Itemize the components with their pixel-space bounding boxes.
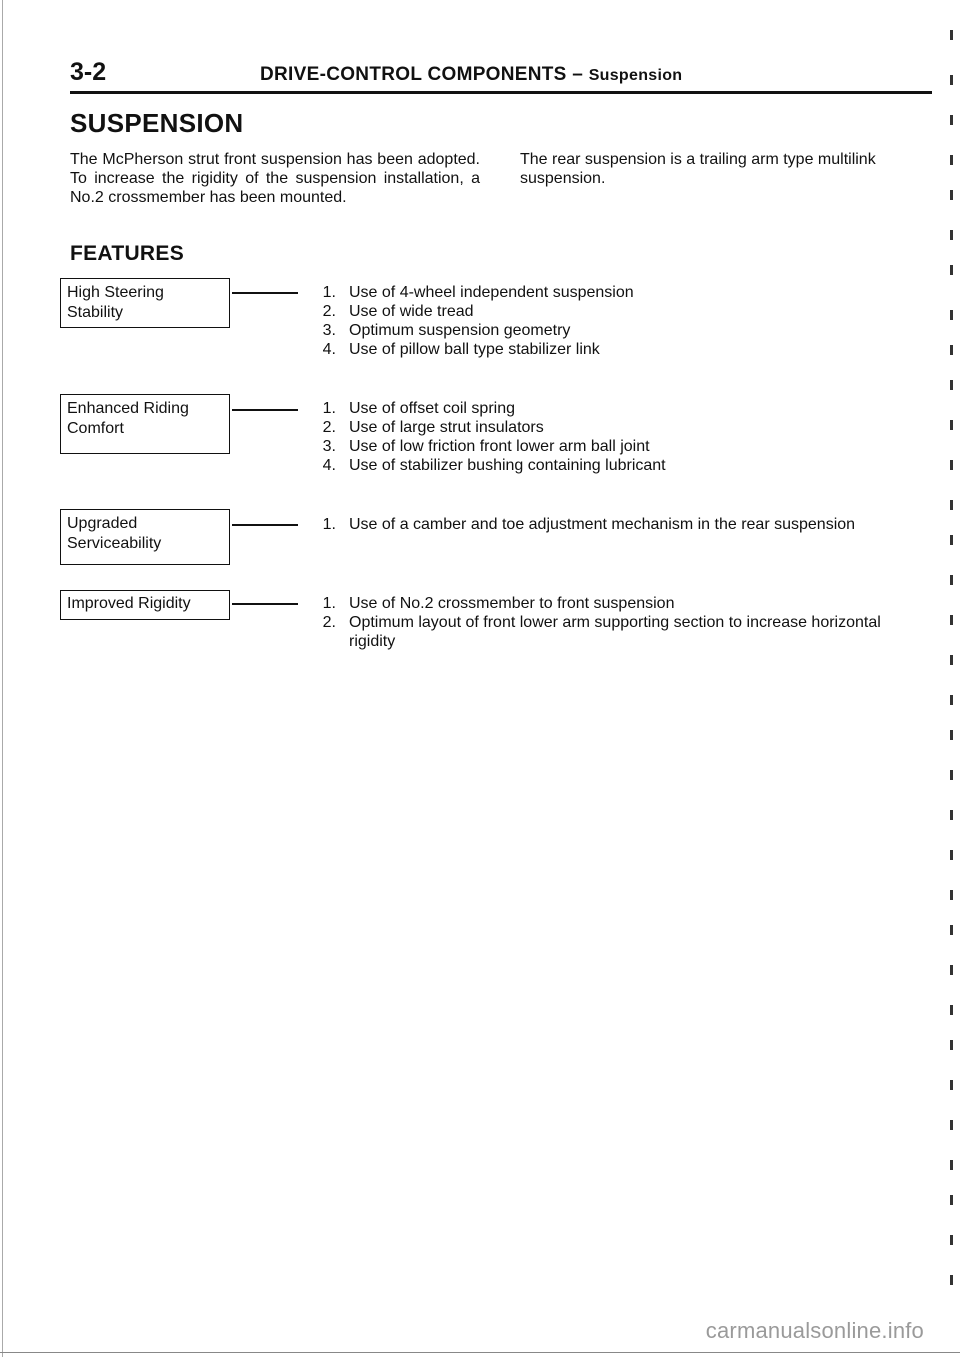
list-item-text: Use of large strut insulators — [349, 419, 544, 436]
scan-left-edge — [2, 0, 3, 1357]
list-item — [312, 302, 927, 321]
list-item — [312, 399, 927, 418]
binding-mark — [950, 1195, 953, 1205]
feature-connector-line — [232, 409, 298, 411]
binding-mark — [950, 1080, 953, 1090]
list-item-number: 3. — [322, 322, 336, 339]
list-item-text: Optimum layout of front lower arm supporting section to increase horizontal rigidity — [349, 614, 881, 650]
feature-box-label-line: Enhanced Riding — [67, 400, 189, 417]
list-item — [312, 437, 927, 456]
feature-box-improved-rigidity — [60, 590, 230, 620]
feature-box-label-line: Stability — [67, 304, 124, 321]
binding-mark — [950, 770, 953, 780]
list-item-text: Use of 4-wheel independent suspension — [349, 284, 634, 301]
feature-box-enhanced-riding-comfort — [60, 394, 230, 454]
binding-marks — [950, 30, 956, 1330]
list-item — [312, 456, 927, 475]
feature-connector-line — [232, 603, 298, 605]
binding-mark — [950, 1040, 953, 1050]
feature-box-upgraded-serviceability — [60, 509, 230, 565]
list-item-text: Optimum suspension geometry — [349, 322, 571, 339]
binding-mark — [950, 615, 953, 625]
feature-list-high-steering-stability — [312, 283, 927, 359]
list-item-text: Use of a camber and toe adjustment mechanism in the rear suspension — [349, 516, 856, 533]
list-item-text: Use of No.2 crossmember to front suspension — [349, 595, 675, 612]
page-number: 3-2 — [70, 58, 107, 86]
page-header — [70, 58, 930, 94]
binding-mark — [950, 965, 953, 975]
binding-mark — [950, 380, 953, 390]
intro-paragraph-left: The McPherson strut front suspension has been adopted. To increase the rigidity of the suspension installation, a No.2 crossmember has been mounted. — [70, 151, 480, 206]
binding-mark — [950, 850, 953, 860]
watermark: carmanualsonline.info — [705, 1318, 924, 1343]
feature-box-label-line: High Steering — [67, 284, 164, 301]
list-item-number: 1. — [322, 516, 336, 533]
feature-list-upgraded-serviceability — [312, 515, 927, 534]
header-rule — [70, 91, 932, 94]
intro-paragraph-right: The rear suspension is a trailing arm type multilink suspension. — [520, 151, 876, 187]
list-item-number: 2. — [322, 614, 336, 631]
binding-mark — [950, 30, 953, 40]
binding-mark — [950, 1005, 953, 1015]
list-item-text: Use of low friction front lower arm ball joint — [349, 438, 650, 455]
page-bottom-edge — [0, 1352, 960, 1353]
list-item — [312, 283, 927, 302]
list-item-number: 2. — [322, 419, 336, 436]
binding-mark — [950, 535, 953, 545]
list-item-text: Use of offset coil spring — [349, 400, 516, 417]
list-item — [312, 515, 927, 534]
feature-list-enhanced-riding-comfort — [312, 399, 927, 475]
list-item — [312, 613, 927, 651]
binding-mark — [950, 420, 953, 430]
binding-mark — [950, 890, 953, 900]
binding-mark — [950, 230, 953, 240]
binding-mark — [950, 1160, 953, 1170]
list-item-text: Use of stabilizer bushing containing lubricant — [349, 457, 666, 474]
header-title-main: DRIVE-CONTROL COMPONENTS – — [260, 64, 584, 85]
binding-mark — [950, 695, 953, 705]
binding-mark — [950, 310, 953, 320]
feature-connector-line — [232, 292, 298, 294]
list-item-number: 4. — [322, 457, 336, 474]
binding-mark — [950, 460, 953, 470]
feature-box-label-line: Comfort — [67, 420, 124, 437]
feature-connector-line — [232, 524, 298, 526]
binding-mark — [950, 115, 953, 125]
list-item — [312, 594, 927, 613]
list-item-number: 1. — [322, 595, 336, 612]
binding-mark — [950, 1275, 953, 1285]
list-item-number: 3. — [322, 438, 336, 455]
feature-list-improved-rigidity — [312, 594, 927, 651]
list-item-text: Use of wide tread — [349, 303, 474, 320]
list-item-text: Use of pillow ball type stabilizer link — [349, 341, 600, 358]
binding-mark — [950, 75, 953, 85]
list-item-number: 4. — [322, 341, 336, 358]
binding-mark — [950, 190, 953, 200]
binding-mark — [950, 730, 953, 740]
binding-mark — [950, 1120, 953, 1130]
feature-box-label-line: Upgraded — [67, 515, 138, 532]
list-item-number: 1. — [322, 284, 336, 301]
features-title: FEATURES — [70, 242, 185, 265]
list-item — [312, 321, 927, 340]
binding-mark — [950, 265, 953, 275]
binding-mark — [950, 810, 953, 820]
binding-mark — [950, 575, 953, 585]
binding-mark — [950, 155, 953, 165]
feature-box-label-line: Improved Rigidity — [67, 595, 191, 612]
list-item-number: 2. — [322, 303, 336, 320]
binding-mark — [950, 925, 953, 935]
binding-mark — [950, 1235, 953, 1245]
feature-box-high-steering-stability — [60, 278, 230, 328]
binding-mark — [950, 500, 953, 510]
binding-mark — [950, 345, 953, 355]
header-title — [260, 64, 682, 86]
header-subtitle: Suspension — [588, 67, 683, 84]
list-item — [312, 418, 927, 437]
section-title: SUSPENSION — [70, 108, 244, 138]
list-item-number: 1. — [322, 400, 336, 417]
feature-box-label-line: Serviceability — [67, 535, 162, 552]
list-item — [312, 340, 927, 359]
binding-mark — [950, 655, 953, 665]
